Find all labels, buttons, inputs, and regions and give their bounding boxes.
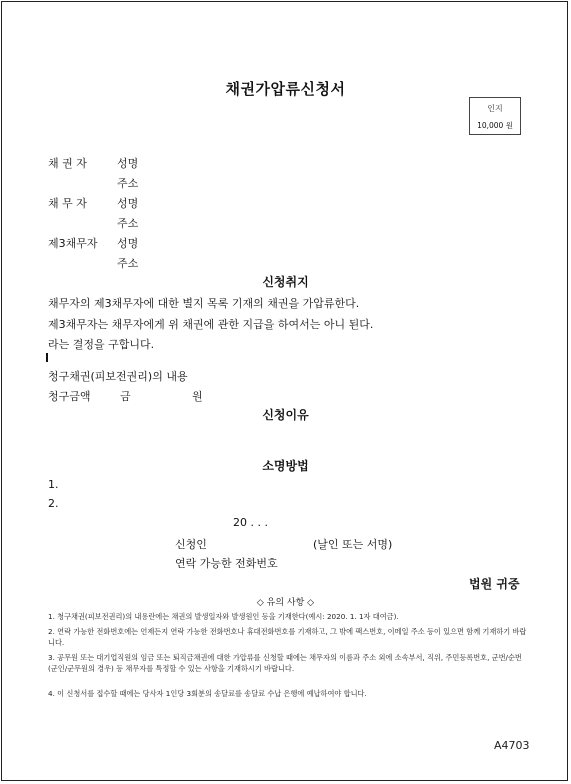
debtor-address-label: 주소 [117, 217, 139, 230]
phone-label: 연락 가능한 전화번호 [175, 557, 278, 570]
stamp-label: 인지 [487, 104, 503, 113]
filing-date: 20 . . . [233, 516, 268, 529]
evidence-heading: 소명방법 [262, 459, 309, 473]
text-cursor [46, 353, 48, 362]
applicant-label: 신청인 [175, 538, 207, 551]
document-title: 채권가압류신청서 [225, 80, 346, 98]
purpose-line-1: 채무자의 제3채무자에 대한 별지 목록 기재의 채권을 가압류한다. [48, 297, 360, 310]
form-code: A4703 [494, 739, 530, 752]
creditor-name-label: 성명 [117, 157, 139, 170]
evidence-item-1: 1. [48, 478, 59, 491]
claim-amount-label: 청구금액 [48, 390, 91, 403]
notice-item-2: 2. 연락 가능한 전화번호에는 언제든지 연락 가능한 전화번호나 휴대전화번호를 기재하고, 그 밖에 팩스번호, 이메일 주소 등이 있으면 함께 기재하기 바랍니다. [48, 627, 527, 647]
claim-amount-prefix: 금 [120, 390, 131, 403]
notice-item-4: 4. 이 신청서를 접수할 때에는 당사자 1인당 3회분의 송달료를 송달료 수납 은행에 예납하여야 합니다. [48, 689, 367, 698]
creditor-role: 채 권 자 [48, 157, 87, 170]
evidence-item-2: 2. [48, 497, 59, 510]
third-debtor-role: 제3채무자 [48, 237, 98, 250]
creditor-address-label: 주소 [117, 177, 139, 190]
purpose-heading: 신청취지 [262, 275, 309, 289]
reason-heading: 신청이유 [262, 408, 309, 422]
third-debtor-name-label: 성명 [117, 237, 139, 250]
third-debtor-address-label: 주소 [117, 257, 139, 270]
debtor-name-label: 성명 [117, 197, 139, 210]
stamp-amount: 10,000 원 [477, 121, 513, 130]
court-addressee: 법원 귀중 [469, 577, 520, 591]
revenue-stamp-box [469, 97, 521, 135]
claim-content-label: 청구채권(피보전권리)의 내용 [48, 370, 188, 383]
debtor-role: 채 무 자 [48, 197, 87, 210]
notice-item-3: 3. 공무원 또는 대기업직원의 임금 또는 퇴직금채권에 대한 가압류를 신청할 때에는 채무자의 이름과 주소 외에 소속부서, 직위, 주민등록번호, 군번/순번(군인/군무원의 경우) 등 채무자를 특정할 수 있는 사항을 기재하시기 바랍니다. [48, 653, 522, 673]
claim-amount-unit: 원 [192, 390, 203, 403]
purpose-line-2: 제3채무자는 채무자에게 위 채권에 관한 지급을 하여서는 아니 된다. [48, 318, 374, 331]
notice-item-1: 1. 청구채권(피보전권리)의 내용란에는 채권의 발생일자와 발생원인 등을 기재한다(예시: 2020. 1. 1자 대여금). [48, 612, 399, 621]
purpose-line-3: 라는 결정을 구합니다. [48, 338, 155, 351]
notice-title: ◇ 유의 사항 ◇ [256, 598, 315, 608]
seal-or-sign-hint: (날인 또는 서명) [313, 538, 393, 551]
